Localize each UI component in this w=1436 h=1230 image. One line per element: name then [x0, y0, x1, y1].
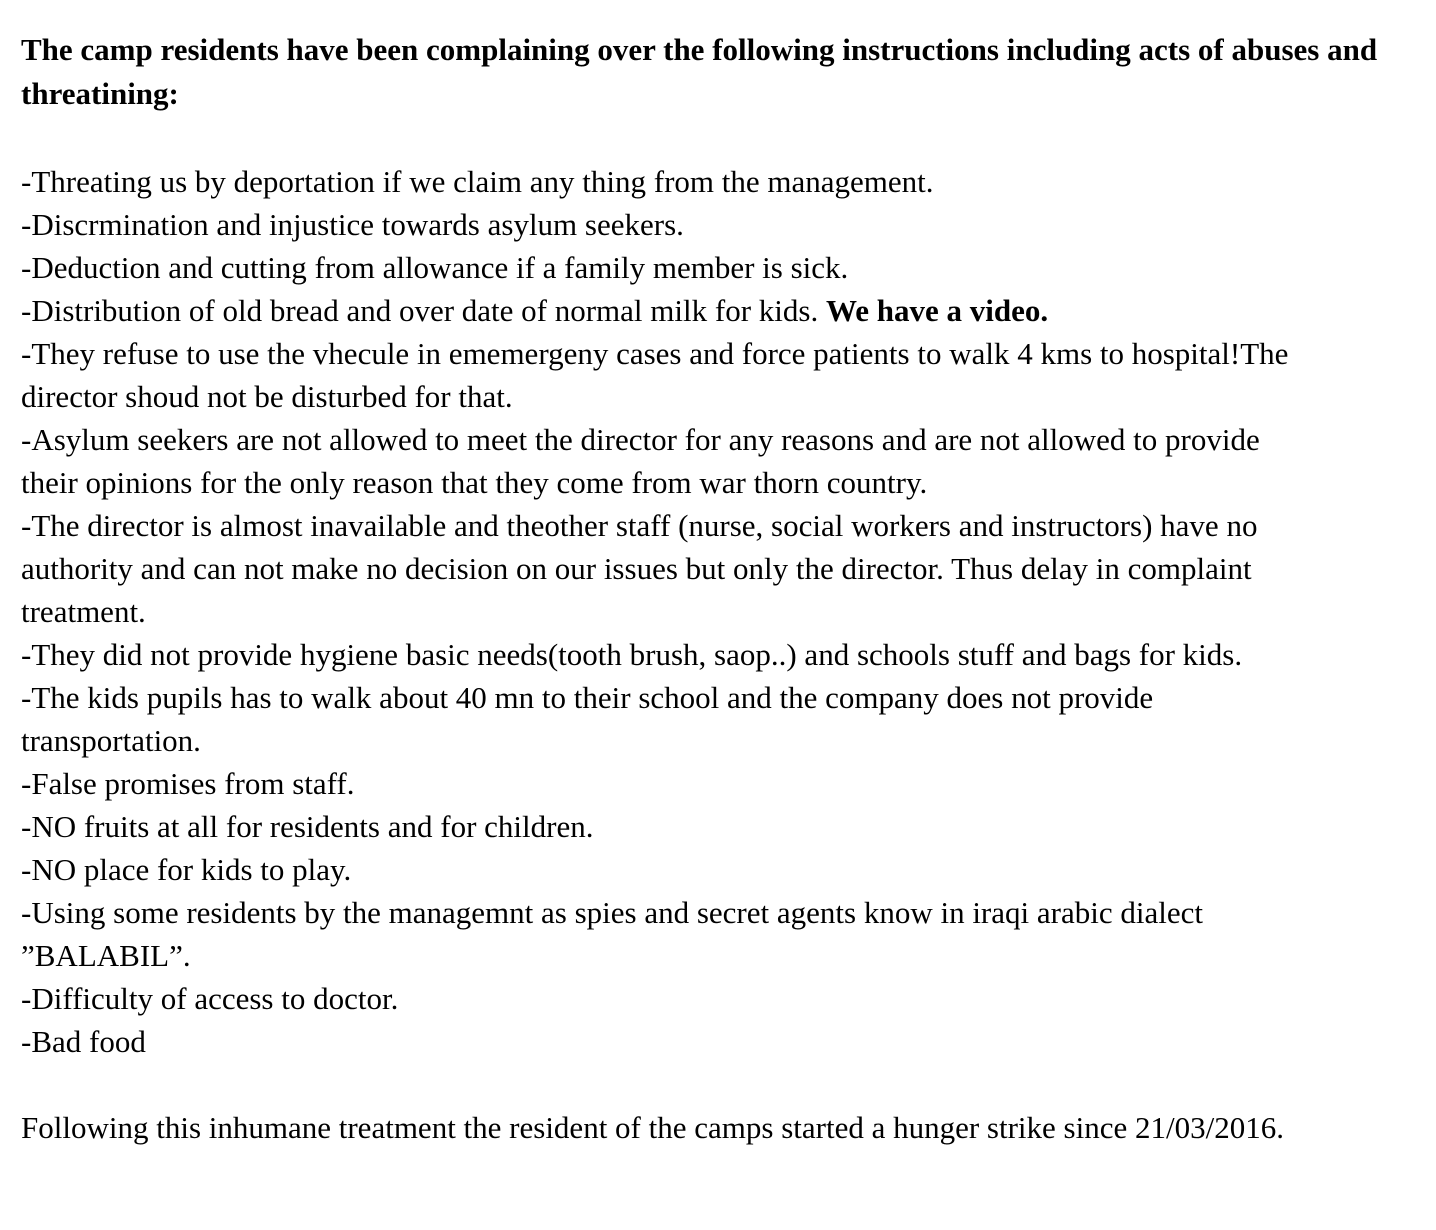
complaint-item-deportation-threat: -Threating us by deportation if we claim any thing from the management. — [21, 164, 934, 199]
complaint-item-false-promises: -False promises from staff. — [21, 766, 355, 801]
complaint-item-discrimination: -Discrmination and injustice towards asylum seekers. — [21, 207, 684, 242]
complaint-item-allowance-deduction: -Deduction and cutting from allowance if a family member is sick. — [21, 250, 849, 285]
complaint-item-school-transport: -The kids pupils has to walk about 40 mn to their school and the company does not provide transportation. — [21, 680, 1154, 758]
video-evidence-note: We have a video. — [825, 293, 1049, 328]
complaint-item-doctor-access: -Difficulty of access to doctor. — [21, 981, 399, 1016]
closing-paragraph: Following this inhumane treatment the resident of the camps started a hunger strike since 21/03/2016. — [21, 1110, 1284, 1145]
complaint-item-vehicle-refusal: -They refuse to use the vhecule in ememergeny cases and force patients to walk 4 kms to hospital!The director shoud not be disturbed for that. — [21, 336, 1289, 414]
complaint-item-director-access: -Asylum seekers are not allowed to meet the director for any reasons and are not allowed to provide their opinions for the only reason that they come from war thorn country. — [21, 422, 1260, 500]
complaint-item-no-fruits: -NO fruits at all for residents and for children. — [21, 809, 594, 844]
complaint-item-bad-food: -Bad food — [21, 1024, 146, 1059]
complaint-item-old-bread-text: -Distribution of old bread and over date of normal milk for kids. — [21, 293, 826, 328]
document-heading: The camp residents have been complaining over the following instructions including acts of abuses and threatining: — [21, 32, 1378, 111]
complaint-item-spies: -Using some residents by the managemnt as spies and secret agents know in iraqi arabic dialect ”BALABIL”. — [21, 895, 1203, 973]
document — [21, 28, 1426, 1180]
complaint-list — [21, 160, 1426, 1063]
complaint-item-director-unavailable: -The director is almost inavailable and theother staff (nurse, social workers and instructors) have no authority and can not make no decision on our issues but only the director. Thus delay in complaint treatment. — [21, 508, 1258, 629]
complaint-item-old-bread — [21, 289, 1426, 332]
complaint-item-no-play-place: -NO place for kids to play. — [21, 852, 352, 887]
complaint-item-hygiene-needs: -They did not provide hygiene basic needs(tooth brush, saop..) and schools stuff and bags for kids. — [21, 637, 1243, 672]
